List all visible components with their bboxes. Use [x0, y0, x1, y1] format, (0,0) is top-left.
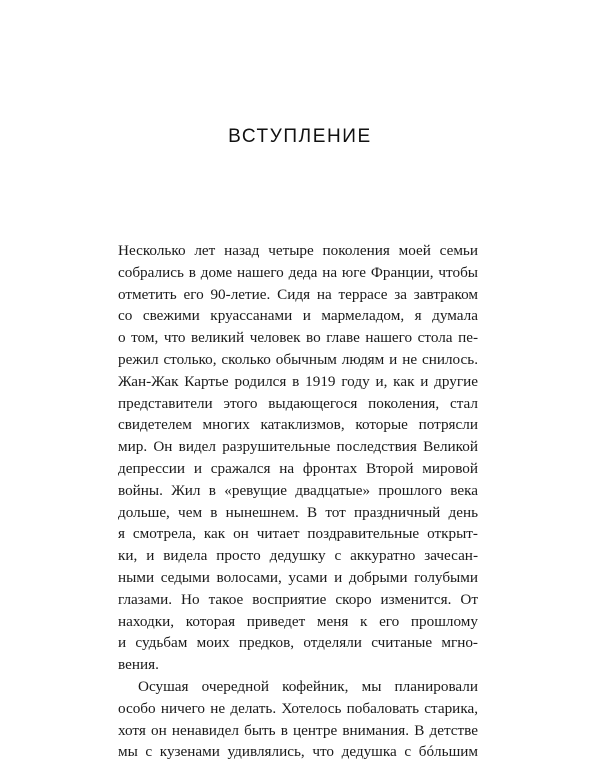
text-line: режил столько, сколько обычным людям и не снилось.	[118, 350, 478, 368]
text-line: и судьбам моих предков, отделяли считаные мгно-	[118, 634, 478, 652]
text-line: представители этого выдающегося поколения, стал	[118, 394, 478, 412]
text-line: депрессии и сражался на фронтах Второй мировой	[118, 459, 478, 477]
text-line: свидетелем многих катаклизмов, которые потрясли	[118, 416, 478, 434]
paragraph-1	[118, 240, 478, 676]
text-line: ки, и видела просто дедушку с аккуратно зачесан-	[118, 547, 478, 565]
text-line: Осушая очередной кофейник, мы планировали	[138, 677, 478, 695]
text-line: дольше, чем в нынешнем. В тот праздничный день	[118, 503, 478, 521]
text-line: Несколько лет назад четыре поколения моей семьи	[118, 242, 478, 259]
text-line: со свежими круассанами и мармеладом, я думала	[118, 307, 478, 325]
text-line: вения.	[118, 656, 159, 674]
text-line: о том, что великий человек во главе нашего стола пе-	[118, 329, 478, 347]
text-line: особо ничего не делать. Хотелось побаловать старика,	[118, 699, 478, 717]
body-text	[118, 240, 478, 763]
text-line: глазами. Но такое восприятие скоро изменится. От	[118, 590, 478, 608]
text-line: Жан-Жак Картье родился в 1919 году и, как и другие	[118, 372, 478, 390]
text-line: войны. Жил в «ревущие двадцатые» прошлого века	[118, 481, 478, 499]
text-line: я смотрела, как он читает поздравительные открыт-	[118, 525, 478, 543]
text-line: хотя он ненавидел быть в центре внимания. В детстве	[118, 721, 478, 739]
text-line: мы с кузенами удивлялись, что дедушка с бóльшим	[118, 743, 478, 761]
text-line: мир. Он видел разрушительные последствия Великой	[118, 438, 478, 456]
text-line: ными седыми волосами, усами и добрыми голубыми	[118, 568, 478, 586]
text-line: находки, которая приведет меня к его прошлому	[118, 612, 478, 630]
text-line: собрались в доме нашего деда на юге Франции, чтобы	[118, 263, 478, 281]
chapter-title: ВСТУПЛЕНИЕ	[228, 126, 372, 147]
text-line: отметить его 90-летие. Сидя на террасе за завтраком	[118, 285, 478, 303]
